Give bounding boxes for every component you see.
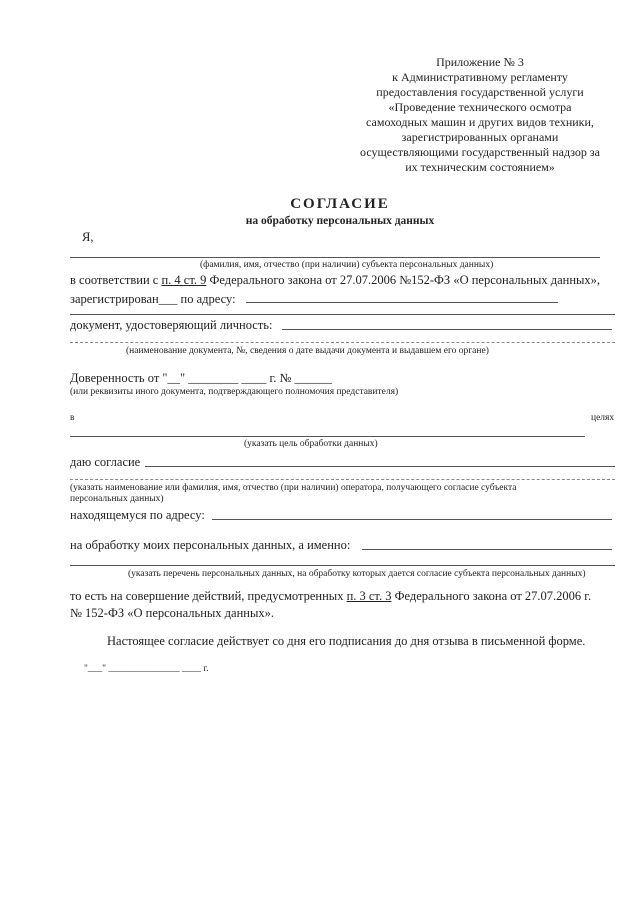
operator-hint-2: персональных данных) <box>70 494 164 504</box>
power-hint: (или реквизиты иного документа, подтверждающего полномочия представителя) <box>70 387 399 397</box>
appendix-line: самоходных машин и других видов техники, <box>366 115 594 129</box>
validity-text: Настоящее согласие действует со дня его подписания до дня отзыва в письменной форме. <box>107 634 586 648</box>
appendix-header <box>340 55 620 175</box>
purpose-field[interactable] <box>70 436 585 437</box>
appendix-line: Приложение № 3 <box>436 55 524 69</box>
operator-field[interactable] <box>145 466 615 467</box>
appendix-line: предоставления государственной услуги <box>376 85 584 99</box>
v-label: в <box>70 413 75 423</box>
actions-text: то есть на совершение действий, предусмотренных п. 3 ст. 3 Федерального закона от 27.07.2006 г. <box>70 589 592 603</box>
appendix-line: к Административному регламенту <box>392 70 568 84</box>
located-label: находящемуся по адресу: <box>70 508 205 522</box>
ya-label: Я, <box>82 230 94 244</box>
law-link-p3-st3[interactable]: п. 3 ст. 3 <box>346 589 392 603</box>
operator-hint-1: (указать наименование или фамилия, имя, отчество (при наличии) оператора, получающего согласие субъекта <box>70 483 517 493</box>
document-hint: (наименование документа, №, сведения о дате выдачи документа и выдавшем его органе) <box>126 346 489 356</box>
document-field-2[interactable] <box>70 342 615 343</box>
registered-label: зарегистрирован___ по адресу: <box>70 292 236 306</box>
purpose-hint: (указать цель обработки данных) <box>244 439 378 449</box>
data-list-hint: (указать перечень персональных данных, на обработку которых дается согласие субъекта персональных данных) <box>128 569 586 579</box>
operator-address-field[interactable] <box>212 519 612 520</box>
power-of-attorney-line[interactable]: Доверенность от "__" ________ ____ г. № ______ <box>70 371 332 385</box>
appendix-line: их техническим состоянием» <box>405 160 555 174</box>
address-field[interactable] <box>246 302 558 303</box>
date-line[interactable]: "___" _______________ ____ г. <box>84 664 209 674</box>
law-link-p4-st9[interactable]: п. 4 ст. 9 <box>161 273 207 287</box>
document-title: СОГЛАСИЕ <box>290 196 390 212</box>
appendix-line: зарегистрированных органами <box>401 130 559 144</box>
document-field[interactable] <box>282 329 612 330</box>
document-label: документ, удостоверяющий личность: <box>70 318 273 332</box>
document-subtitle: на обработку персональных данных <box>245 215 435 227</box>
consent-label: даю согласие <box>70 455 141 469</box>
data-list-field-2[interactable] <box>70 565 615 566</box>
address-field-2[interactable] <box>70 314 615 315</box>
accordance-text: в соответствии с п. 4 ст. 9 Федерального закона от 27.07.2006 №152-ФЗ «О персональных данных», <box>70 273 601 287</box>
appendix-line: осуществляющими государственный надзор за <box>360 145 600 159</box>
operator-field-2[interactable] <box>70 479 615 480</box>
celyah-label: целях <box>591 413 615 423</box>
processing-label: на обработку моих персональных данных, а именно: <box>70 538 351 552</box>
data-list-field[interactable] <box>362 549 612 550</box>
fio-field[interactable] <box>70 257 600 258</box>
actions-text-2: № 152-ФЗ «О персональных данных». <box>70 606 274 620</box>
fio-hint: (фамилия, имя, отчество (при наличии) субъекта персональных данных) <box>200 260 494 270</box>
appendix-line: «Проведение технического осмотра <box>388 100 572 114</box>
